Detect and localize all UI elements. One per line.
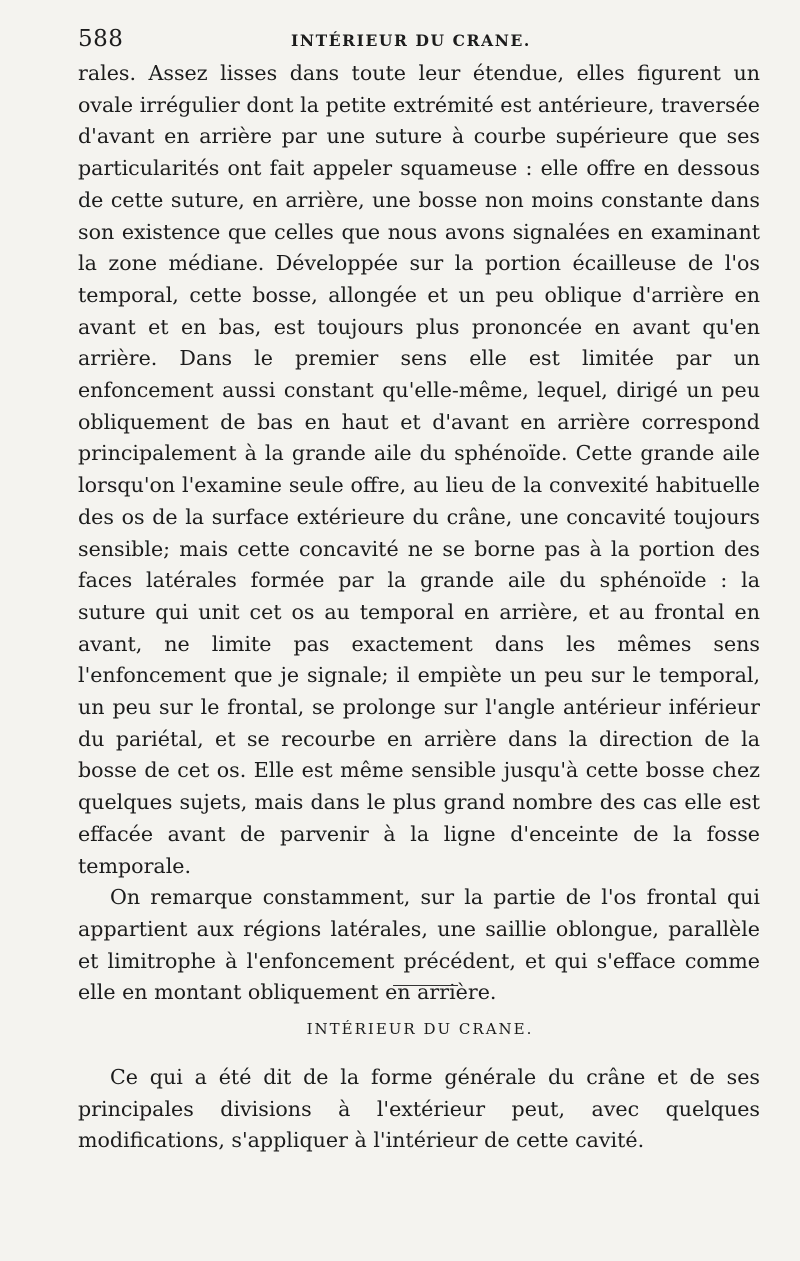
section-heading: INTÉRIEUR DU CRANE. — [306, 1020, 534, 1038]
paragraph: rales. Assez lisses dans toute leur étendue, elles figurent un ovale irrégulier dont la petite extrémité est antérieure, traversée d'avant en arrière par une suture à courbe supérieure que ses particularités ont fait appeler squameuse : elle offre en dessous de cette suture, en arrière, une bosse non moins constante dans son existence que celles que nous avons signalées en examinant la zone médiane. Développée sur la portion écailleuse de l'os temporal, cette bosse, allongée et un peu oblique d'arrière en avant et en bas, est toujours plus prononcée en avant qu'en arrière. Dans le premier sens elle est limitée par un enfoncement aussi constant qu'elle-même, lequel, dirigé un peu obliquement de bas en haut et d'avant en arrière correspond principalement à la grande aile du sphénoïde. Cette grande aile lorsqu'on l'examine seule offre, au lieu de la convexité habituelle des os de la surface extérieure du crâne, une concavité toujours sensible; mais cette concavité ne se borne pas à la portion des faces latérales formée par la grande aile du sphénoïde : la suture qui unit cet os au temporal en arrière, et au frontal en avant, ne limite pas exactement dans les mêmes sens l'enfoncement que je signale; il empiète un peu sur le temporal, un peu sur le frontal, se prolonge sur l'angle antérieur inférieur du pariétal, et se recourbe en arrière dans la direction de la bosse de cet os. Elle est même sensible jusqu'à cette bosse chez quelques sujets, mais dans le plus grand nombre des cas elle est effacée avant de parvenir à la ligne d'enceinte de la fosse temporale. — [78, 61, 760, 878]
body-text — [78, 58, 760, 1009]
page-header — [78, 26, 760, 56]
running-head: INTÉRIEUR DU CRANE. — [291, 31, 531, 50]
paragraph: Ce qui a été dit de la forme générale du crâne et de ses principales divisions à l'extérieur peut, avec quelques modifications, s'appliquer à l'intérieur de cette cavité. — [78, 1065, 760, 1153]
page-number: 588 — [78, 26, 124, 52]
section-divider — [393, 985, 458, 986]
paragraph: On remarque constamment, sur la partie de l'os frontal qui appartient aux régions latérales, une saillie oblongue, parallèle et limitrophe à l'enfoncement précédent, et qui s'efface comme elle en montant obliquement en arrière. — [78, 885, 760, 1005]
section-body — [78, 1062, 760, 1157]
